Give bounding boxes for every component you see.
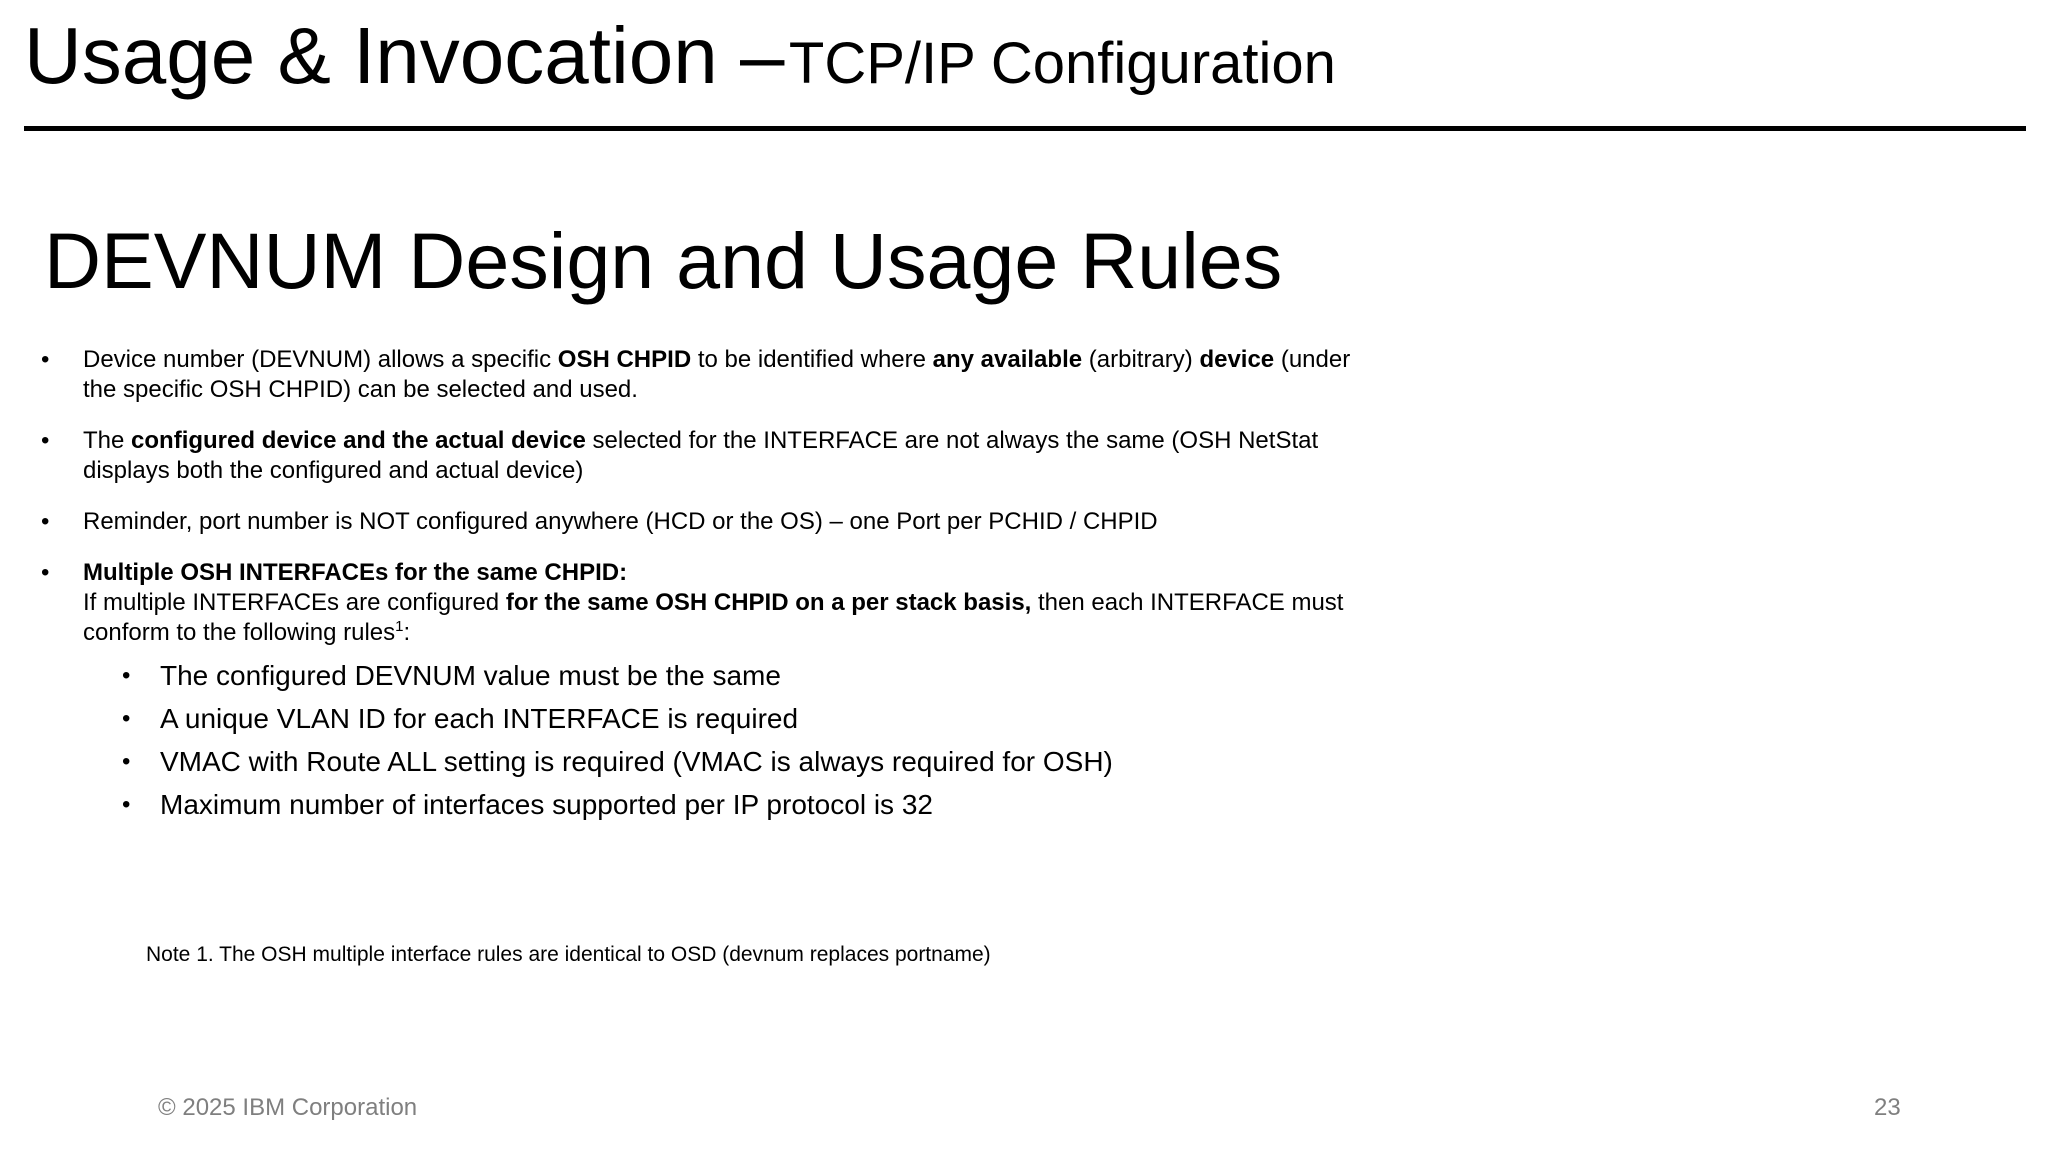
bullet-heading: Multiple OSH INTERFACEs for the same CHPID: — [83, 559, 628, 586]
sub-bullet-max-interfaces: • Maximum number of interfaces supported per IP protocol is 32 — [83, 787, 1380, 822]
bullet-text: to be identified where — [691, 346, 933, 373]
bullet-text: Reminder, port number is NOT configured anywhere (HCD or the OS) – one Port per PCHID / CHPID — [83, 508, 1158, 535]
bullet-bold-text: OSH CHPID — [557, 346, 692, 373]
bullet-bold-text: any available — [932, 346, 1083, 373]
footer-copyright: © 2025 IBM Corporation — [158, 1094, 418, 1121]
page-number: 23 — [1874, 1094, 1901, 1121]
footnote-reference: 1 — [395, 618, 404, 635]
section-title: DEVNUM Design and Usage Rules — [44, 216, 1283, 305]
bullet-text: selected for the INTERFACE are not always the same (OSH NetStat displays both the configured and actual device) — [83, 427, 1319, 484]
header-title-sub: TCP/IP Configuration — [788, 31, 1336, 96]
bullet-devnum — [40, 345, 1380, 405]
slide-header-title — [24, 10, 1336, 102]
bullet-multiple-interfaces — [40, 558, 1380, 822]
header-title-main: Usage & Invocation – — [24, 11, 785, 100]
bullet-text: (arbitrary) — [1082, 346, 1200, 373]
bullet-text: If multiple INTERFACEs are configured — [83, 589, 506, 616]
bullet-text: (under the specific OSH CHPID) can be selected and used. — [83, 346, 1351, 403]
bullet-text: Device number (DEVNUM) allows a specific — [83, 346, 558, 373]
bullet-port-number — [40, 507, 1380, 537]
sub-bullet-devnum-same: • The configured DEVNUM value must be the same — [83, 658, 1380, 693]
sub-bullet-vmac: • VMAC with Route ALL setting is required (VMAC is always required for OSH) — [83, 744, 1380, 779]
header-divider — [24, 126, 2026, 131]
bullet-list — [40, 345, 1380, 843]
sub-bullet-list — [83, 658, 1380, 822]
bullet-bold-text: for the same OSH CHPID on a per stack basis, — [505, 589, 1032, 616]
bullet-text: then each INTERFACE must conform to the following rules — [83, 589, 1344, 646]
sub-bullet-vlan-id: • A unique VLAN ID for each INTERFACE is required — [83, 701, 1380, 736]
bullet-bold-text: device — [1199, 346, 1275, 373]
bullet-configured-device — [40, 426, 1380, 486]
bullet-bold-text: configured device and the actual device — [131, 427, 586, 454]
footnote: Note 1. The OSH multiple interface rules are identical to OSD (devnum replaces portname) — [146, 943, 991, 966]
bullet-text: : — [403, 619, 411, 646]
bullet-text: The — [83, 427, 132, 454]
